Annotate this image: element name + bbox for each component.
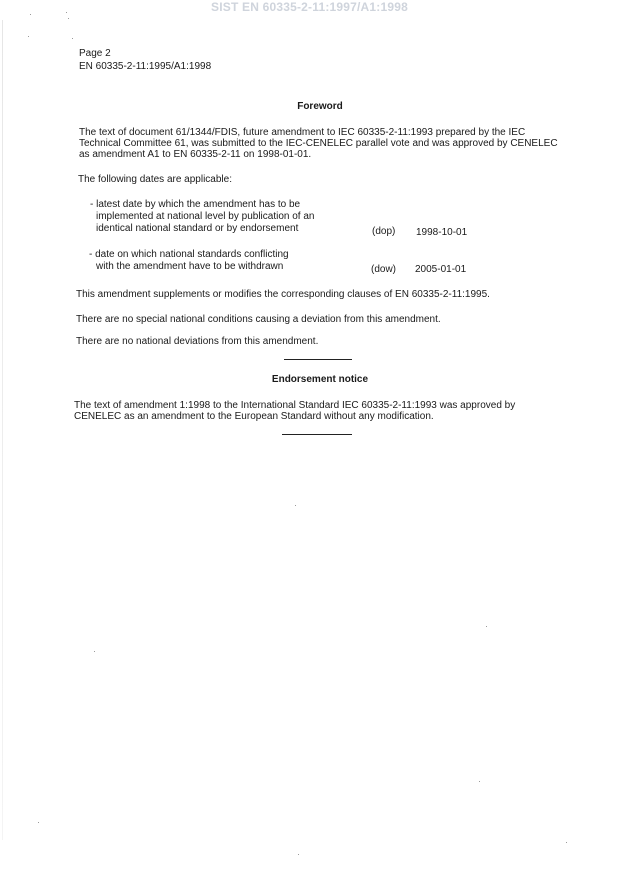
date-item-description (89, 249, 289, 273)
page-number: Page 2 (79, 48, 111, 59)
date-value: 2005-01-01 (415, 264, 467, 275)
scan-speck (295, 505, 296, 506)
scan-speck (479, 781, 480, 782)
scan-speck (66, 12, 67, 13)
date-item-dow (89, 249, 489, 277)
scan-speck (298, 854, 299, 855)
scan-speck (566, 842, 567, 843)
foreword-intro: The text of document 61/1344/FDIS, future amendment to IEC 60335-2-11:1993 prepared by the IEC Technical Committee 61, was submitted to the IEC-CENELEC parallel vote and was approved by CENELEC as amendment A1 to EN 60335-2-11 on 1998-01-01. (79, 127, 558, 160)
scan-speck (38, 822, 39, 823)
scan-speck (72, 38, 73, 39)
special-conditions-statement: There are no special national conditions causing a deviation from this amendment. (76, 314, 441, 325)
supplement-statement: This amendment supplements or modifies the corresponding clauses of EN 60335-2-11:1995. (76, 289, 490, 300)
separator-line (284, 359, 352, 360)
scan-speck (68, 18, 69, 19)
scan-speck (30, 14, 31, 15)
date-line: identical national standard or by endorsement (96, 223, 299, 234)
separator-line (282, 434, 352, 435)
standard-reference: EN 60335-2-11:1995/A1:1998 (79, 61, 212, 72)
date-line: implemented at national level by publication of an (96, 211, 315, 222)
dates-intro: The following dates are applicable: (78, 174, 232, 185)
date-item-dop (90, 199, 490, 239)
date-code: (dop) (372, 226, 396, 237)
endorsement-title: Endorsement notice (271, 374, 369, 385)
date-code: (dow) (371, 264, 397, 275)
scan-speck (94, 651, 95, 652)
scan-edge-shadow (2, 20, 3, 840)
date-line: with the amendment have to be withdrawn (96, 261, 284, 272)
watermark-header: SIST EN 60335-2-11:1997/A1:1998 (211, 0, 408, 14)
page-header (79, 47, 211, 73)
endorsement-text: The text of amendment 1:1998 to the International Standard IEC 60335-2-11:1993 was approved by CENELEC as an amendment to the European Standard without any modification. (74, 400, 516, 422)
deviations-statement: There are no national deviations from this amendment. (76, 336, 319, 347)
foreword-title: Foreword (297, 101, 343, 112)
date-item-description (90, 199, 314, 235)
scan-speck (28, 36, 29, 37)
scan-speck (486, 626, 487, 627)
date-line: - date on which national standards conflicting (89, 249, 289, 260)
date-value: 1998-10-01 (416, 227, 468, 238)
date-line: - latest date by which the amendment has to be (90, 199, 301, 210)
